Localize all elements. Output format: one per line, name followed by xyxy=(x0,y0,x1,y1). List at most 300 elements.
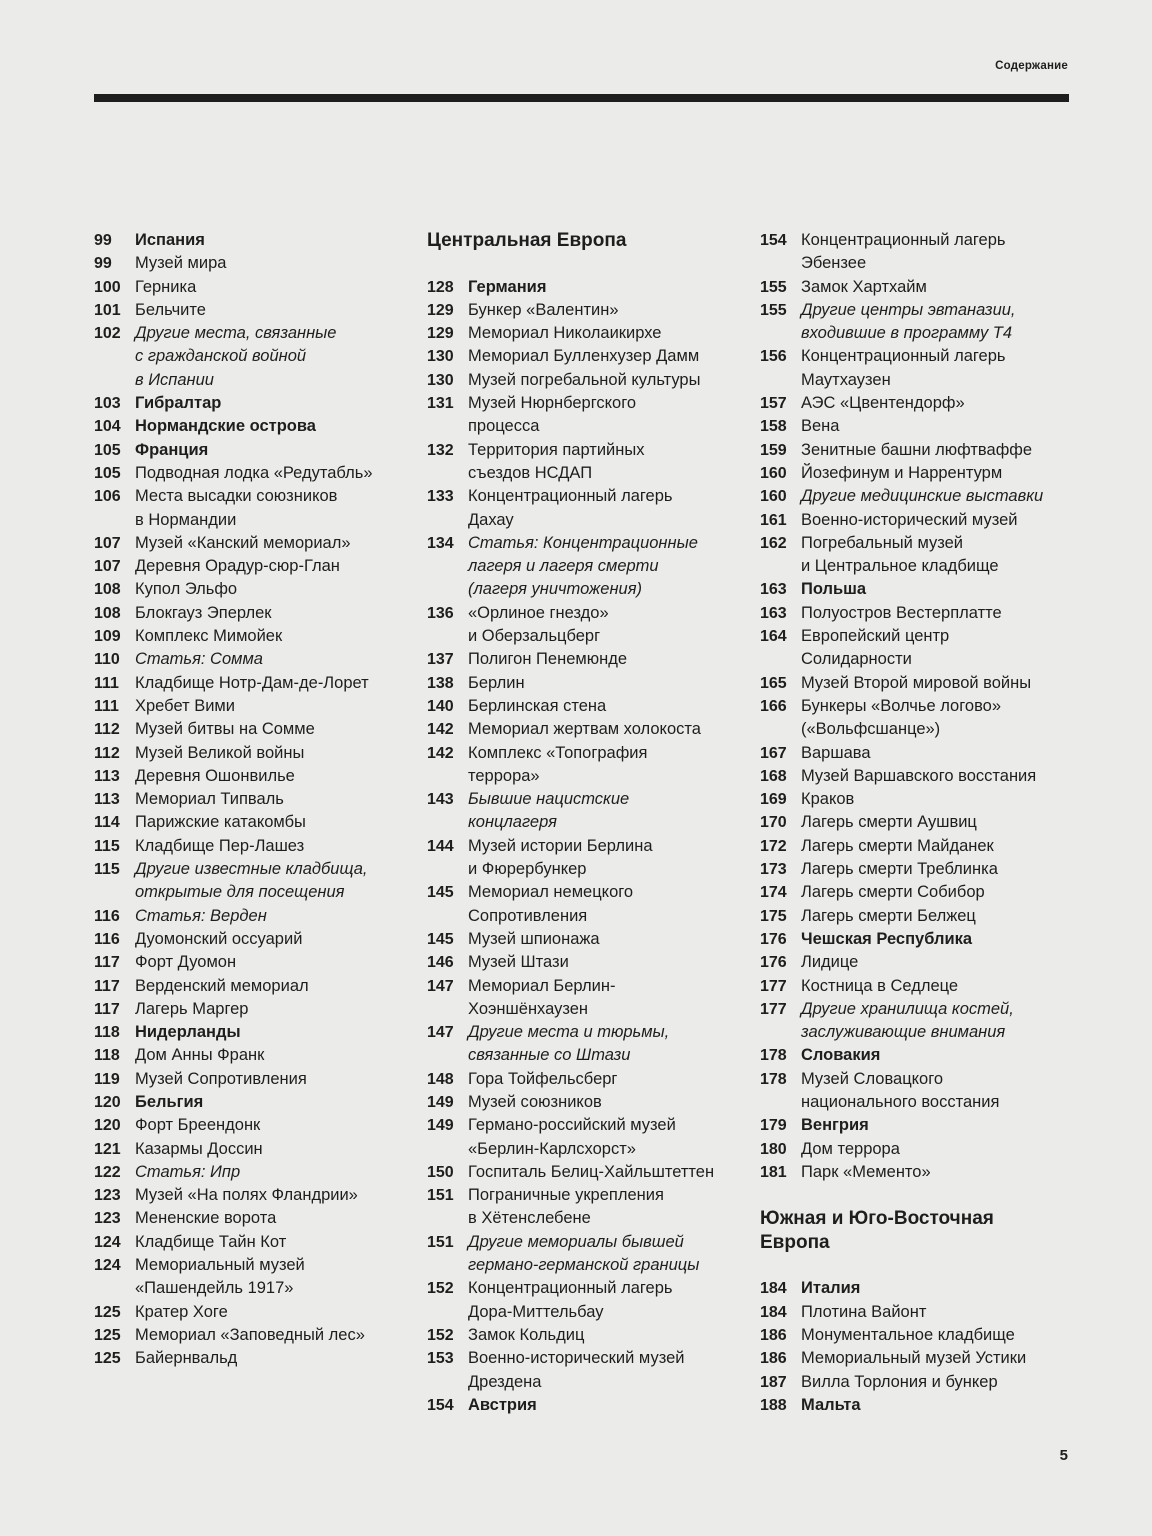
toc-entry-title: Лагерь смерти Собибор xyxy=(801,883,985,902)
toc-entry xyxy=(760,695,1080,742)
toc-entry-page: 128 xyxy=(427,278,454,296)
toc-entry-page: 140 xyxy=(427,697,454,715)
toc-entry-title: Франция xyxy=(135,440,209,459)
toc-entry-title: Погребальный музей и Центральное кладбище xyxy=(801,533,999,576)
running-header: Содержание xyxy=(995,60,1068,72)
toc-entry xyxy=(427,1394,739,1417)
toc-entry-title: Испания xyxy=(135,231,205,249)
section-title-central-europe: Центральная Европа xyxy=(427,230,627,251)
toc-entry-title: Монументальное кладбище xyxy=(801,1325,1015,1344)
toc-entry-title: Пограничные укрепления в Хётенслебене xyxy=(468,1186,664,1228)
toc-entry xyxy=(94,392,404,415)
toc-entry xyxy=(94,322,404,392)
toc-entry-page: 159 xyxy=(760,441,787,459)
toc-entry-title: Италия xyxy=(801,1279,861,1298)
toc-entry-title: Лагерь Маргер xyxy=(135,999,249,1018)
toc-entry-title: Полигон Пенемюнде xyxy=(468,650,628,669)
toc-entry-page: 125 xyxy=(94,1326,121,1344)
toc-entry-title: Нормандские острова xyxy=(135,417,316,436)
toc-entry xyxy=(427,788,739,835)
toc-entry-title: Концентрационный лагерь Дахау xyxy=(468,487,673,529)
toc-entry-title: Берлинская стена xyxy=(468,696,607,715)
toc-entry xyxy=(94,415,404,438)
toc-entry-page: 152 xyxy=(427,1326,454,1344)
toc-entry-page: 166 xyxy=(760,697,787,715)
toc-entry-title: Парк «Мементо» xyxy=(801,1162,931,1181)
toc-entry xyxy=(94,905,404,928)
toc-entry xyxy=(427,1277,739,1324)
toc-entry-title: Вена xyxy=(801,417,840,436)
toc-entry-page: 148 xyxy=(427,1070,454,1088)
toc-entry xyxy=(760,951,1080,974)
toc-entry-title: Музей Варшавского восстания xyxy=(801,766,1037,785)
toc-entry-page: 134 xyxy=(427,534,454,552)
toc-entry xyxy=(760,905,1080,928)
toc-entry-title: Бункер «Валентин» xyxy=(468,300,619,319)
toc-entry-title: Гора Тойфельсберг xyxy=(468,1069,618,1088)
page-number: 5 xyxy=(1059,1447,1068,1464)
toc-entry-title: Полуостров Вестерплатте xyxy=(801,603,1002,622)
toc-entry-page: 154 xyxy=(760,232,787,249)
toc-entry-title: Замок Кольдиц xyxy=(468,1325,585,1344)
toc-entry-title: Герника xyxy=(135,277,197,296)
header-rule xyxy=(94,94,1069,102)
toc-entry-page: 117 xyxy=(94,954,120,972)
toc-entry-title: Подводная лодка «Редутабль» xyxy=(135,463,373,482)
toc-entry xyxy=(760,742,1080,765)
toc-entry-title: Статья: Ипр xyxy=(135,1162,241,1181)
toc-entry xyxy=(94,439,404,462)
toc-entry-page: 123 xyxy=(94,1210,121,1228)
toc-entry-page: 156 xyxy=(760,348,787,366)
toc-entry-page: 154 xyxy=(427,1396,454,1414)
toc-entry-page: 110 xyxy=(94,651,120,669)
toc-entry-page: 118 xyxy=(94,1024,120,1042)
toc-entry-page: 102 xyxy=(94,325,121,343)
toc-entry-page: 145 xyxy=(427,884,454,902)
toc-entry-title: Другие места и тюрьмы, связанные со Штази xyxy=(468,1023,670,1065)
toc-entry-page: 162 xyxy=(760,534,787,552)
toc-entry-title: Краков xyxy=(801,790,855,809)
toc-entry xyxy=(760,1347,1080,1370)
toc-entry-title: Берлин xyxy=(468,673,525,692)
toc-entry xyxy=(760,881,1080,904)
toc-column-2-entries xyxy=(427,276,739,1418)
toc-entry xyxy=(427,1231,739,1278)
toc-entry-page: 122 xyxy=(94,1163,121,1181)
toc-entry xyxy=(760,276,1080,299)
toc-entry-page: 113 xyxy=(94,767,120,785)
toc-entry-title: Музей погребальной культуры xyxy=(468,370,701,389)
toc-entry-title: Бельгия xyxy=(135,1092,204,1111)
toc-entry-page: 151 xyxy=(427,1187,454,1205)
toc-entry-title: Мальта xyxy=(801,1395,861,1414)
toc-entry xyxy=(760,229,1080,276)
toc-entry-page: 109 xyxy=(94,628,121,646)
toc-entry-page: 111 xyxy=(94,674,119,692)
toc-entry xyxy=(760,392,1080,415)
toc-entry-page: 124 xyxy=(94,1233,121,1251)
toc-entry-title: Мененские ворота xyxy=(135,1209,277,1228)
toc-entry-title: Польша xyxy=(801,580,867,599)
toc-entry-title: Европейский центр Солидарности xyxy=(801,627,950,669)
toc-entry xyxy=(760,1371,1080,1394)
toc-entry xyxy=(94,765,404,788)
toc-entry xyxy=(94,462,404,485)
toc-entry-page: 123 xyxy=(94,1187,121,1205)
toc-entry-page: 160 xyxy=(760,488,787,506)
toc-entry-page: 172 xyxy=(760,837,787,855)
toc-entry xyxy=(94,951,404,974)
toc-entry-title: Музей Штази xyxy=(468,953,569,972)
toc-entry-title: Германо-российский музей «Берлин-Карлсхорст» xyxy=(468,1116,676,1158)
toc-entry-title: Нидерланды xyxy=(135,1023,241,1042)
toc-entry xyxy=(427,602,739,649)
toc-entry-page: 149 xyxy=(427,1093,454,1111)
toc-entry-page: 155 xyxy=(760,278,787,296)
toc-entry xyxy=(94,1091,404,1114)
toc-entry-page: 116 xyxy=(94,930,120,948)
toc-entry xyxy=(760,788,1080,811)
toc-entry-page: 151 xyxy=(427,1233,454,1251)
toc-entry-page: 111 xyxy=(94,697,119,715)
toc-entry xyxy=(94,1161,404,1184)
toc-entry-title: Другие места, связанные с гражданской войной в Испании xyxy=(135,324,337,389)
toc-entry xyxy=(760,439,1080,462)
toc-entry xyxy=(94,835,404,858)
toc-entry xyxy=(94,625,404,648)
toc-entry xyxy=(427,369,739,392)
toc-entry-title: Комплекс Мимойек xyxy=(135,627,283,646)
toc-entry-page: 163 xyxy=(760,604,787,622)
toc-entry-page: 142 xyxy=(427,744,454,762)
toc-entry-page: 161 xyxy=(760,511,787,529)
toc-entry xyxy=(427,835,739,882)
toc-entry-title: Военно-исторический музей Дрездена xyxy=(468,1349,685,1391)
toc-entry xyxy=(94,229,404,252)
toc-entry-page: 142 xyxy=(427,721,454,739)
toc-entry xyxy=(94,695,404,718)
toc-entry-title: Замок Хартхайм xyxy=(801,277,927,296)
toc-entry-title: Бывшие нацистские концлагеря xyxy=(468,790,630,832)
toc-entry-title: Музей мира xyxy=(135,254,227,273)
toc-entry-page: 144 xyxy=(427,837,454,855)
toc-entry xyxy=(427,299,739,322)
toc-entry-title: Музей шпионажа xyxy=(468,929,600,948)
toc-entry xyxy=(427,1114,739,1161)
toc-entry-title: Другие хранилища костей, заслуживающие внимания xyxy=(801,999,1014,1042)
toc-entry xyxy=(94,975,404,998)
toc-entry-title: Купол Эльфо xyxy=(135,580,238,599)
toc-entry-page: 153 xyxy=(427,1350,454,1368)
toc-entry-title: Деревня Ошонвиль​е xyxy=(135,766,295,785)
toc-entry xyxy=(427,1091,739,1114)
toc-entry-page: 114 xyxy=(94,814,120,832)
toc-entry-page: 121 xyxy=(94,1140,121,1158)
toc-entry-title: Лагерь смерти Треблинка xyxy=(801,860,998,879)
toc-entry xyxy=(427,718,739,741)
toc-entry-title: Лидице xyxy=(801,953,859,972)
toc-entry-title: Статья: Концентрационные лагеря и лагеря смерти (лагеря уничтожения) xyxy=(468,533,698,599)
toc-entry xyxy=(760,1044,1080,1067)
toc-entry-page: 152 xyxy=(427,1280,454,1298)
toc-entry-page: 118 xyxy=(94,1047,120,1065)
toc-entry-title: Другие мемориалы бывшей германо-германской границы xyxy=(468,1232,700,1275)
toc-entry-page: 150 xyxy=(427,1163,454,1181)
toc-entry-title: Кладбище Пер-Лашез xyxy=(135,836,305,855)
toc-entry-title: Германия xyxy=(468,277,547,296)
toc-entry xyxy=(760,858,1080,881)
toc-entry xyxy=(760,532,1080,579)
toc-entry-title: Комплекс «Топография террора» xyxy=(468,743,648,785)
toc-entry xyxy=(760,299,1080,346)
toc-entry-title: Территория партийных съездов НСДАП xyxy=(468,440,645,482)
toc-entry-page: 186 xyxy=(760,1326,787,1344)
toc-entry-page: 178 xyxy=(760,1070,787,1088)
toc-entry-page: 155 xyxy=(760,301,787,319)
toc-entry-page: 167 xyxy=(760,744,787,762)
toc-entry xyxy=(427,881,739,928)
toc-entry-title: Музей истории Берлина и Фюрербункер xyxy=(468,836,653,879)
toc-entry-title: Форт Дуомон xyxy=(135,953,237,972)
toc-entry-page: 179 xyxy=(760,1117,787,1135)
toc-entry xyxy=(427,951,739,974)
toc-entry-page: 175 xyxy=(760,907,787,925)
toc-entry xyxy=(94,672,404,695)
toc-entry xyxy=(760,1068,1080,1115)
toc-entry-page: 145 xyxy=(427,930,454,948)
toc-entry-page: 115 xyxy=(94,861,120,879)
toc-column-3-entries xyxy=(760,229,1080,1184)
toc-entry-page: 147 xyxy=(427,1024,454,1042)
toc-entry xyxy=(94,276,404,299)
toc-entry-page: 132 xyxy=(427,441,454,459)
toc-entry-title: Концентрационный лагерь Дора-Миттельбау xyxy=(468,1279,673,1321)
toc-entry-page: 131 xyxy=(427,395,454,413)
toc-entry-title: Плотина Вайонт xyxy=(801,1302,927,1321)
toc-entry-title: Йозефинум и Наррентурм xyxy=(801,463,1003,482)
section-title-south-europe: Южная и Юго-Восточная Европа xyxy=(760,1208,994,1253)
toc-entry-title: Казармы Доссин xyxy=(135,1139,263,1158)
toc-entry-title: Австрия xyxy=(468,1395,537,1414)
toc-entry-page: 124 xyxy=(94,1257,121,1275)
toc-entry xyxy=(427,532,739,602)
toc-entry xyxy=(94,1301,404,1324)
toc-entry-page: 173 xyxy=(760,861,787,879)
toc-entry-page: 105 xyxy=(94,464,121,482)
toc-entry-title: Гибралтар xyxy=(135,394,222,413)
toc-entry xyxy=(760,672,1080,695)
toc-entry xyxy=(427,485,739,532)
toc-entry xyxy=(94,648,404,671)
toc-entry-title: Музей Великой войны xyxy=(135,743,305,762)
toc-entry-page: 184 xyxy=(760,1303,787,1321)
toc-entry xyxy=(427,439,739,486)
toc-entry-page: 112 xyxy=(94,744,120,762)
toc-entry-page: 99 xyxy=(94,255,112,273)
toc-entry xyxy=(94,1138,404,1161)
toc-entry-title: Лагерь смерти Аушвиц xyxy=(801,813,977,832)
toc-entry-title: Мемориал Булленхузер Дамм xyxy=(468,347,700,366)
toc-column-1 xyxy=(94,229,404,1371)
toc-entry xyxy=(94,858,404,905)
toc-entry xyxy=(760,1114,1080,1137)
toc-entry-title: «Орлиное гнездо» и Оберзальцберг xyxy=(468,603,609,646)
toc-entry xyxy=(760,1301,1080,1324)
toc-entry-title: Военно-исторический музей xyxy=(801,510,1018,529)
toc-entry xyxy=(760,578,1080,601)
toc-entry-title: Мемориал Николаикирхе xyxy=(468,324,662,343)
toc-column-3-entries-after xyxy=(760,1277,1080,1417)
toc-entry xyxy=(94,1207,404,1230)
toc-entry-title: Парижские катакомбы xyxy=(135,813,306,832)
toc-entry-page: 136 xyxy=(427,604,454,622)
toc-entry-page: 165 xyxy=(760,674,787,692)
toc-entry-page: 113 xyxy=(94,791,120,809)
toc-entry xyxy=(760,625,1080,672)
toc-entry-page: 186 xyxy=(760,1350,787,1368)
toc-entry xyxy=(760,345,1080,392)
toc-entry xyxy=(94,1324,404,1347)
toc-entry xyxy=(94,811,404,834)
toc-entry-title: Другие центры эвтаназии, входившие в программу Т4 xyxy=(801,300,1016,343)
toc-entry-page: 184 xyxy=(760,1280,787,1298)
toc-entry xyxy=(427,1347,739,1394)
toc-entry xyxy=(760,1138,1080,1161)
toc-entry-title: Мемориал «Заповедный лес» xyxy=(135,1325,365,1344)
toc-entry-page: 160 xyxy=(760,464,787,482)
toc-entry xyxy=(760,415,1080,438)
toc-entry-page: 107 xyxy=(94,534,121,552)
toc-entry-title: Концентрационный лагерь Эбензее xyxy=(801,231,1006,273)
toc-entry-page: 112 xyxy=(94,721,120,739)
toc-entry-title: Мемориал Типваль xyxy=(135,790,284,809)
toc-entry-title: Лагерь смерти Майданек xyxy=(801,836,994,855)
toc-entry-title: Форт Бреендонк xyxy=(135,1116,261,1135)
toc-column-2 xyxy=(427,229,739,1417)
toc-entry xyxy=(427,1324,739,1347)
toc-entry-title: Дом террора xyxy=(801,1139,900,1158)
toc-entry xyxy=(760,1161,1080,1184)
toc-entry-page: 180 xyxy=(760,1140,787,1158)
toc-entry-title: Музей битвы на Сомме xyxy=(135,720,315,739)
toc-entry xyxy=(427,345,739,368)
toc-entry-page: 107 xyxy=(94,558,121,576)
toc-entry xyxy=(94,485,404,532)
toc-entry-page: 168 xyxy=(760,767,787,785)
toc-entry xyxy=(94,1254,404,1301)
toc-entry xyxy=(94,742,404,765)
toc-entry-title: Музей Сопротивления xyxy=(135,1069,307,1088)
toc-entry-title: Концентрационный лагерь Маутхаузен xyxy=(801,347,1006,389)
toc-entry-title: Деревня Орадур-сюр-Глан xyxy=(135,557,340,576)
toc-entry-page: 119 xyxy=(94,1070,120,1088)
toc-entry xyxy=(94,1231,404,1254)
toc-entry-page: 177 xyxy=(760,977,787,995)
toc-entry xyxy=(94,299,404,322)
toc-entry-page: 120 xyxy=(94,1093,121,1111)
toc-entry-title: Дуомонский оссуарий xyxy=(135,929,303,948)
toc-entry xyxy=(760,1394,1080,1417)
toc-entry-title: Бельчите xyxy=(135,300,206,319)
toc-entry xyxy=(94,1347,404,1370)
toc-entry-page: 164 xyxy=(760,628,787,646)
toc-entry xyxy=(427,1068,739,1091)
toc-entry xyxy=(94,1068,404,1091)
toc-entry-page: 138 xyxy=(427,674,454,692)
toc-entry-page: 130 xyxy=(427,371,454,389)
toc-entry-title: Мемориальный музей Устики xyxy=(801,1349,1027,1368)
toc-entry xyxy=(760,765,1080,788)
toc-entry xyxy=(427,392,739,439)
toc-entry-page: 169 xyxy=(760,791,787,809)
toc-entry-page: 120 xyxy=(94,1117,121,1135)
toc-entry-page: 158 xyxy=(760,418,787,436)
toc-entry xyxy=(427,1161,739,1184)
toc-entry-page: 105 xyxy=(94,441,121,459)
toc-entry-title: Лагерь смерти Белжец xyxy=(801,906,976,925)
toc-entry-page: 104 xyxy=(94,418,121,436)
toc-entry-page: 117 xyxy=(94,977,120,995)
toc-entry xyxy=(760,1324,1080,1347)
toc-entry-page: 100 xyxy=(94,278,121,296)
toc-entry xyxy=(427,742,739,789)
toc-entry xyxy=(94,928,404,951)
toc-entry-title: Музей союзников xyxy=(468,1092,602,1111)
toc-entry xyxy=(94,998,404,1021)
toc-entry-page: 147 xyxy=(427,977,454,995)
toc-entry-title: Блокгауз Эперлек xyxy=(135,603,272,622)
toc-entry xyxy=(427,648,739,671)
toc-entry xyxy=(94,555,404,578)
toc-entry xyxy=(760,811,1080,834)
toc-entry-page: 125 xyxy=(94,1303,121,1321)
toc-entry xyxy=(760,975,1080,998)
toc-entry xyxy=(94,578,404,601)
toc-entry-title: Дом Анны Франк xyxy=(135,1046,265,1065)
toc-entry xyxy=(94,788,404,811)
toc-entry-page: 101 xyxy=(94,301,121,319)
toc-entry-page: 146 xyxy=(427,954,454,972)
toc-entry-title: Места высадки союзников в Нормандии xyxy=(135,487,338,529)
toc-entry-page: 117 xyxy=(94,1000,120,1018)
toc-entry xyxy=(760,998,1080,1045)
toc-entry-page: 130 xyxy=(427,348,454,366)
toc-entry-title: Музей «Канский мемориал» xyxy=(135,533,351,552)
toc-entry xyxy=(760,835,1080,858)
toc-entry-page: 116 xyxy=(94,907,120,925)
toc-entry xyxy=(94,532,404,555)
toc-entry-page: 125 xyxy=(94,1350,121,1368)
toc-entry xyxy=(94,718,404,741)
toc-entry-title: Другие известные кладбища, открытые для посещения xyxy=(135,860,368,902)
toc-entry-title: АЭС «Цвентендорф» xyxy=(801,394,965,413)
toc-entry xyxy=(94,1044,404,1067)
toc-entry-title: Статья: Сомма xyxy=(135,650,263,669)
toc-entry-title: Словакия xyxy=(801,1046,881,1065)
toc-entry-title: Верденский мемориал xyxy=(135,976,309,995)
toc-entry-title: Кладбище Тайн Кот xyxy=(135,1232,287,1251)
toc-entry xyxy=(427,672,739,695)
toc-entry-title: Вилла Торлония и бункер xyxy=(801,1372,998,1391)
toc-entry-title: Музей Словацкого национального восстания xyxy=(801,1069,1000,1111)
toc-column-3 xyxy=(760,229,1080,1417)
toc-entry xyxy=(427,695,739,718)
toc-entry xyxy=(94,252,404,275)
toc-entry-title: Мемориал Берлин- Хоэншёнхаузен xyxy=(468,976,616,1018)
toc-entry xyxy=(94,1114,404,1137)
toc-entry-page: 115 xyxy=(94,837,120,855)
